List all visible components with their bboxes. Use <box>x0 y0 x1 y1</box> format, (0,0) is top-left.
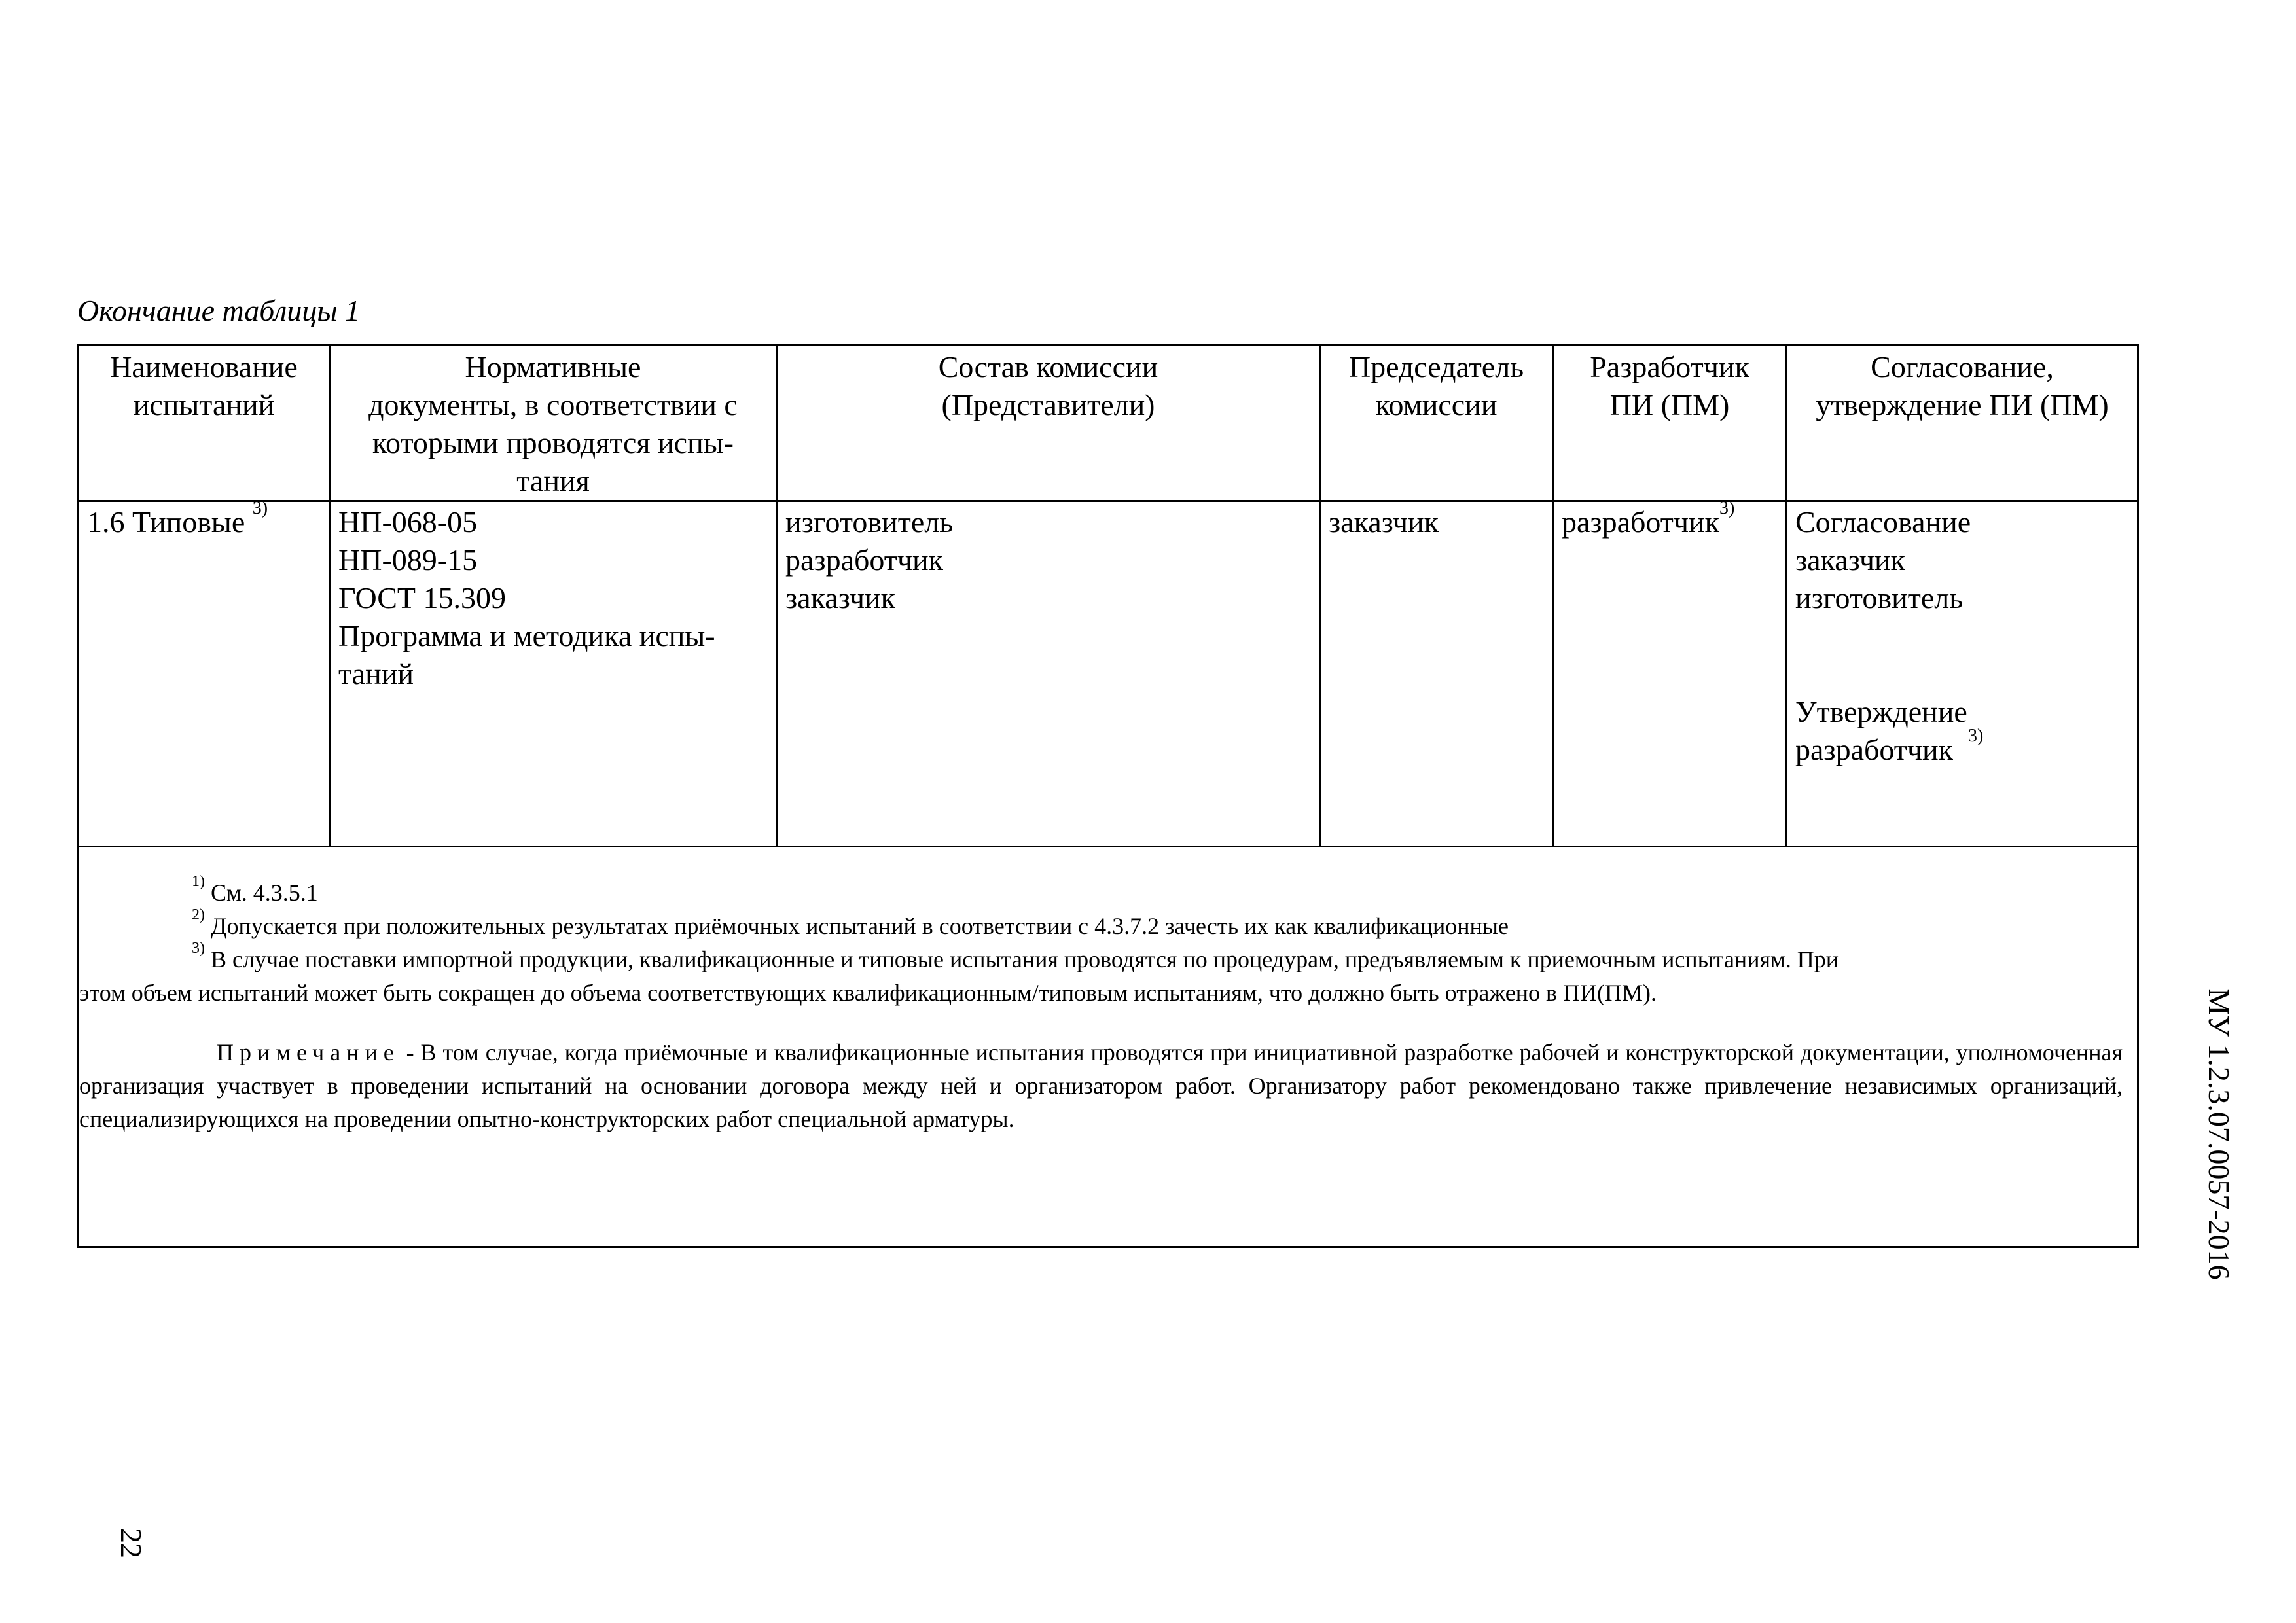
header-chairman: Председатель комиссии <box>1320 345 1553 501</box>
footnote-ref: 3) <box>1968 726 1984 746</box>
cell-documents: НП-068-05 НП-089-15 ГОСТ 15.309 Программа и методика испы- таний <box>330 501 777 847</box>
header-test-name: Наименование испытаний <box>79 345 330 501</box>
table-caption: Окончание таблицы 1 <box>77 294 360 327</box>
table-row <box>79 501 2138 847</box>
tests-table <box>77 344 2139 1248</box>
footnote-ref: 3) <box>1719 498 1735 518</box>
footnote-3: $^{3)}$ В случае поставки импортной продукции, квалификационные и типовые испытания проводятся по процедурам, предъявляемым к приемочным испытаниям. При <box>192 940 1839 972</box>
footnote-1: $^{1)}$ См. 4.3.5.1 <box>192 873 318 906</box>
notes-cell <box>79 847 2138 1247</box>
remark-text: - В том случае, когда приёмочные и квалификационные испытания проводятся при инициативной разработке рабочей и конструкторской документации, уполномоченная организация участвует в проведении испытаний на основании договора между ней и организатором работ. Организатору работ рекомендовано также привлечение независимых организаций, специализирующихся на проведении опытно-конструкторских работ специальной арматуры. <box>79 1039 2123 1132</box>
header-documents: Нормативные документы, в соответствии с которыми проводятся испы- тания <box>330 345 777 501</box>
remark-paragraph <box>79 1036 2123 1136</box>
table-header-row <box>79 345 2138 501</box>
header-developer: Разработчик ПИ (ПМ) <box>1553 345 1787 501</box>
table-notes-row <box>79 847 2138 1247</box>
cell-chairman: заказчик <box>1320 501 1553 847</box>
cell-developer: разработчик$^{3)}$ <box>1553 501 1787 847</box>
cell-commission: изготовитель разработчик заказчик <box>777 501 1320 847</box>
header-approval: Согласование, утверждение ПИ (ПМ) <box>1787 345 2138 501</box>
cell-test-name: 1.6 Типовые $^{3)}$ <box>79 501 330 847</box>
footnote-ref: 3) <box>252 498 268 518</box>
cell-approval: Согласование заказчик изготовитель Утверждение разработчик $^{3)}$ <box>1787 501 2138 847</box>
document-code: МУ 1.2.3.07.0057-2016 <box>2202 988 2236 1280</box>
header-commission: Состав комиссии (Представители) <box>777 345 1320 501</box>
footnote-2: $^{2)}$ Допускается при положительных результатах приёмочных испытаний в соответствии с 4.3.7.2 зачесть их как квалификационные <box>192 906 1509 939</box>
remark-label: Примечание <box>217 1039 400 1065</box>
page-number: 22 <box>115 1528 148 1558</box>
footnote-3-continuation: этом объем испытаний может быть сокращен до объема соответствующих квалификационным/типовым испытаниям, что должно быть отражено в ПИ(ПМ). <box>79 980 1657 1006</box>
